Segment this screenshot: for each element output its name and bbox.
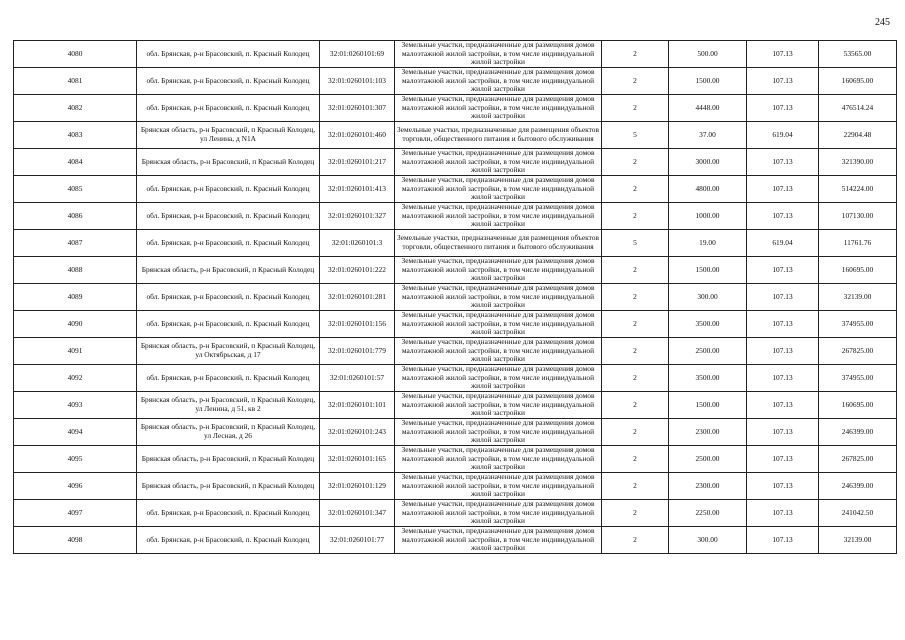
permitted-use-cell: Земельные участки, предназначенные для размещения домов малоэтажной жилой застройки, в том числе индивидуальной жилой застройки	[395, 95, 602, 122]
area-cell: 1500.00	[669, 392, 747, 419]
cadastral-number-cell: 32:01:0260101:460	[320, 122, 395, 149]
row-number-cell: 4088	[14, 257, 137, 284]
area-cell: 4800.00	[669, 176, 747, 203]
use-category-cell: 2	[602, 284, 669, 311]
cadastral-value-cell: 32139.00	[819, 527, 897, 554]
table-row	[14, 392, 897, 419]
row-number-cell: 4085	[14, 176, 137, 203]
cadastral-value-cell: 53565.00	[819, 41, 897, 68]
address-cell: обл. Брянская, р-н Брасовский, п. Красный Колодец	[137, 230, 320, 257]
address-cell: обл. Брянская, р-н Брасовский, п. Красный Колодец	[137, 365, 320, 392]
use-category-cell: 2	[602, 95, 669, 122]
row-number-cell: 4096	[14, 473, 137, 500]
specific-value-cell: 107.13	[747, 95, 819, 122]
table-row	[14, 500, 897, 527]
address-cell: Брянская область, р-н Брасовский, п Красный Колодец	[137, 446, 320, 473]
row-number-cell: 4084	[14, 149, 137, 176]
cadastral-number-cell: 32:01:0260101:327	[320, 203, 395, 230]
use-category-cell: 2	[602, 149, 669, 176]
use-category-cell: 5	[602, 122, 669, 149]
specific-value-cell: 107.13	[747, 284, 819, 311]
address-cell: обл. Брянская, р-н Брасовский, п. Красный Колодец	[137, 311, 320, 338]
cadastral-value-cell: 107130.00	[819, 203, 897, 230]
address-cell: Брянская область, р-н Брасовский, п Красный Колодец	[137, 257, 320, 284]
address-cell: обл. Брянская, р-н Брасовский, п. Красный Колодец	[137, 68, 320, 95]
address-cell: обл. Брянская, р-н Брасовский, п. Красный Колодец	[137, 527, 320, 554]
use-category-cell: 2	[602, 500, 669, 527]
cadastral-number-cell: 32:01:0260101:103	[320, 68, 395, 95]
specific-value-cell: 107.13	[747, 68, 819, 95]
row-number-cell: 4098	[14, 527, 137, 554]
area-cell: 300.00	[669, 527, 747, 554]
address-cell: обл. Брянская, р-н Брасовский, п. Красный Колодец	[137, 41, 320, 68]
use-category-cell: 2	[602, 473, 669, 500]
use-category-cell: 2	[602, 527, 669, 554]
cadastral-number-cell: 32:01:0260101:217	[320, 149, 395, 176]
table-row	[14, 95, 897, 122]
row-number-cell: 4083	[14, 122, 137, 149]
row-number-cell: 4092	[14, 365, 137, 392]
row-number-cell: 4082	[14, 95, 137, 122]
cadastral-value-cell: 241042.50	[819, 500, 897, 527]
specific-value-cell: 107.13	[747, 500, 819, 527]
cadastral-number-cell: 32:01:0260101:281	[320, 284, 395, 311]
cadastral-value-cell: 267825.00	[819, 446, 897, 473]
cadastral-value-cell: 160695.00	[819, 392, 897, 419]
cadastral-number-cell: 32:01:0260101:779	[320, 338, 395, 365]
cadastral-number-cell: 32:01:0260101:77	[320, 527, 395, 554]
cadastral-value-cell: 321390.00	[819, 149, 897, 176]
area-cell: 4448.00	[669, 95, 747, 122]
cadastral-value-cell: 32139.00	[819, 284, 897, 311]
specific-value-cell: 107.13	[747, 311, 819, 338]
row-number-cell: 4097	[14, 500, 137, 527]
address-cell: обл. Брянская, р-н Брасовский, п. Красный Колодец	[137, 500, 320, 527]
area-cell: 2500.00	[669, 338, 747, 365]
specific-value-cell: 107.13	[747, 176, 819, 203]
specific-value-cell: 107.13	[747, 41, 819, 68]
address-cell: обл. Брянская, р-н Брасовский, п. Красный Колодец	[137, 284, 320, 311]
address-cell: Брянская область, р-н Брасовский, п Красный Колодец, ул Октябрьская, д 17	[137, 338, 320, 365]
specific-value-cell: 107.13	[747, 203, 819, 230]
address-cell: Брянская область, р-н Брасовский, п Красный Колодец	[137, 149, 320, 176]
table-row	[14, 473, 897, 500]
cadastral-number-cell: 32:01:0260101:69	[320, 41, 395, 68]
address-cell: обл. Брянская, р-н Брасовский, п. Красный Колодец	[137, 95, 320, 122]
row-number-cell: 4089	[14, 284, 137, 311]
row-number-cell: 4086	[14, 203, 137, 230]
address-cell: обл. Брянская, р-н Брасовский, п. Красный Колодец	[137, 176, 320, 203]
use-category-cell: 2	[602, 203, 669, 230]
permitted-use-cell: Земельные участки, предназначенные для размещения домов малоэтажной жилой застройки, в том числе индивидуальной жилой застройки	[395, 446, 602, 473]
specific-value-cell: 107.13	[747, 149, 819, 176]
cadastral-number-cell: 32:01:0260101:413	[320, 176, 395, 203]
table-row	[14, 41, 897, 68]
permitted-use-cell: Земельные участки, предназначенные для размещения домов малоэтажной жилой застройки, в том числе индивидуальной жилой застройки	[395, 257, 602, 284]
permitted-use-cell: Земельные участки, предназначенные для размещения домов малоэтажной жилой застройки, в том числе индивидуальной жилой застройки	[395, 311, 602, 338]
specific-value-cell: 619.04	[747, 230, 819, 257]
permitted-use-cell: Земельные участки, предназначенные для размещения домов малоэтажной жилой застройки, в том числе индивидуальной жилой застройки	[395, 473, 602, 500]
table-row	[14, 446, 897, 473]
area-cell: 1000.00	[669, 203, 747, 230]
table-row	[14, 230, 897, 257]
table-row	[14, 176, 897, 203]
area-cell: 2300.00	[669, 473, 747, 500]
specific-value-cell: 619.04	[747, 122, 819, 149]
permitted-use-cell: Земельные участки, предназначенные для размещения домов малоэтажной жилой застройки, в том числе индивидуальной жилой застройки	[395, 149, 602, 176]
permitted-use-cell: Земельные участки, предназначенные для размещения домов малоэтажной жилой застройки, в том числе индивидуальной жилой застройки	[395, 419, 602, 446]
row-number-cell: 4090	[14, 311, 137, 338]
cadastral-value-cell: 246399.00	[819, 473, 897, 500]
specific-value-cell: 107.13	[747, 446, 819, 473]
specific-value-cell: 107.13	[747, 527, 819, 554]
area-cell: 300.00	[669, 284, 747, 311]
cadastral-value-cell: 374955.00	[819, 365, 897, 392]
specific-value-cell: 107.13	[747, 257, 819, 284]
area-cell: 37.00	[669, 122, 747, 149]
address-cell: Брянская область, р-н Брасовский, п Красный Колодец, ул Ленина, д 51, кв 2	[137, 392, 320, 419]
cadastral-value-cell: 11761.76	[819, 230, 897, 257]
address-cell: Брянская область, р-н Брасовский, п Красный Колодец	[137, 473, 320, 500]
specific-value-cell: 107.13	[747, 419, 819, 446]
row-number-cell: 4081	[14, 68, 137, 95]
cadastral-value-cell: 160695.00	[819, 257, 897, 284]
permitted-use-cell: Земельные участки, предназначенные для размещения домов малоэтажной жилой застройки, в том числе индивидуальной жилой застройки	[395, 527, 602, 554]
specific-value-cell: 107.13	[747, 392, 819, 419]
cadastral-number-cell: 32:01:0260101:222	[320, 257, 395, 284]
cadastral-number-cell: 32:01:0260101:3	[320, 230, 395, 257]
permitted-use-cell: Земельные участки, предназначенные для размещения домов малоэтажной жилой застройки, в том числе индивидуальной жилой застройки	[395, 284, 602, 311]
table-row	[14, 527, 897, 554]
cadastral-number-cell: 32:01:0260101:129	[320, 473, 395, 500]
specific-value-cell: 107.13	[747, 473, 819, 500]
row-number-cell: 4095	[14, 446, 137, 473]
use-category-cell: 2	[602, 365, 669, 392]
area-cell: 2500.00	[669, 446, 747, 473]
table-row	[14, 338, 897, 365]
table-row	[14, 311, 897, 338]
permitted-use-cell: Земельные участки, предназначенные для размещения домов малоэтажной жилой застройки, в том числе индивидуальной жилой застройки	[395, 500, 602, 527]
cadastral-value-cell: 160695.00	[819, 68, 897, 95]
cadastral-value-cell: 374955.00	[819, 311, 897, 338]
address-cell: Брянская область, р-н Брасовский, п Красный Колодец, ул Ленина, д N1А	[137, 122, 320, 149]
address-cell: Брянская область, р-н Брасовский, п Красный Колодец, ул Лесная, д 26	[137, 419, 320, 446]
row-number-cell: 4094	[14, 419, 137, 446]
permitted-use-cell: Земельные участки, предназначенные для размещения домов малоэтажной жилой застройки, в том числе индивидуальной жилой застройки	[395, 68, 602, 95]
cadastral-number-cell: 32:01:0260101:347	[320, 500, 395, 527]
use-category-cell: 2	[602, 446, 669, 473]
permitted-use-cell: Земельные участки, предназначенные для размещения домов малоэтажной жилой застройки, в том числе индивидуальной жилой застройки	[395, 176, 602, 203]
area-cell: 2250.00	[669, 500, 747, 527]
use-category-cell: 2	[602, 68, 669, 95]
permitted-use-cell: Земельные участки, предназначенные для размещения домов малоэтажной жилой застройки, в том числе индивидуальной жилой застройки	[395, 203, 602, 230]
permitted-use-cell: Земельные участки, предназначенные для размещения объектов торговли, общественного питания и бытового обслуживания	[395, 230, 602, 257]
area-cell: 3500.00	[669, 365, 747, 392]
cadastral-value-cell: 514224.00	[819, 176, 897, 203]
table-row	[14, 149, 897, 176]
table-row	[14, 68, 897, 95]
cadastral-number-cell: 32:01:0260101:101	[320, 392, 395, 419]
cadastral-value-cell: 267825.00	[819, 338, 897, 365]
cadastral-number-cell: 32:01:0260101:307	[320, 95, 395, 122]
permitted-use-cell: Земельные участки, предназначенные для размещения домов малоэтажной жилой застройки, в том числе индивидуальной жилой застройки	[395, 41, 602, 68]
cadastral-value-cell: 246399.00	[819, 419, 897, 446]
permitted-use-cell: Земельные участки, предназначенные для размещения объектов торговли, общественного питания и бытового обслуживания	[395, 122, 602, 149]
row-number-cell: 4091	[14, 338, 137, 365]
permitted-use-cell: Земельные участки, предназначенные для размещения домов малоэтажной жилой застройки, в том числе индивидуальной жилой застройки	[395, 365, 602, 392]
address-cell: обл. Брянская, р-н Брасовский, п. Красный Колодец	[137, 203, 320, 230]
permitted-use-cell: Земельные участки, предназначенные для размещения домов малоэтажной жилой застройки, в том числе индивидуальной жилой застройки	[395, 392, 602, 419]
use-category-cell: 2	[602, 311, 669, 338]
cadastral-number-cell: 32:01:0260101:156	[320, 311, 395, 338]
use-category-cell: 5	[602, 230, 669, 257]
area-cell: 3000.00	[669, 149, 747, 176]
table-body	[14, 41, 897, 554]
land-registry-table	[13, 40, 897, 554]
use-category-cell: 2	[602, 419, 669, 446]
use-category-cell: 2	[602, 41, 669, 68]
cadastral-value-cell: 22904.48	[819, 122, 897, 149]
cadastral-number-cell: 32:01:0260101:243	[320, 419, 395, 446]
area-cell: 3500.00	[669, 311, 747, 338]
table-row	[14, 203, 897, 230]
area-cell: 19.00	[669, 230, 747, 257]
cadastral-number-cell: 32:01:0260101:165	[320, 446, 395, 473]
area-cell: 1500.00	[669, 68, 747, 95]
area-cell: 1500.00	[669, 257, 747, 284]
permitted-use-cell: Земельные участки, предназначенные для размещения домов малоэтажной жилой застройки, в том числе индивидуальной жилой застройки	[395, 338, 602, 365]
table-row	[14, 419, 897, 446]
row-number-cell: 4080	[14, 41, 137, 68]
table-row	[14, 122, 897, 149]
table-row	[14, 257, 897, 284]
page-number: 245	[875, 17, 890, 28]
use-category-cell: 2	[602, 176, 669, 203]
specific-value-cell: 107.13	[747, 365, 819, 392]
cadastral-number-cell: 32:01:0260101:57	[320, 365, 395, 392]
use-category-cell: 2	[602, 257, 669, 284]
area-cell: 2300.00	[669, 419, 747, 446]
specific-value-cell: 107.13	[747, 338, 819, 365]
table-row	[14, 284, 897, 311]
use-category-cell: 2	[602, 338, 669, 365]
row-number-cell: 4093	[14, 392, 137, 419]
row-number-cell: 4087	[14, 230, 137, 257]
cadastral-value-cell: 476514.24	[819, 95, 897, 122]
use-category-cell: 2	[602, 392, 669, 419]
area-cell: 500.00	[669, 41, 747, 68]
table-row	[14, 365, 897, 392]
